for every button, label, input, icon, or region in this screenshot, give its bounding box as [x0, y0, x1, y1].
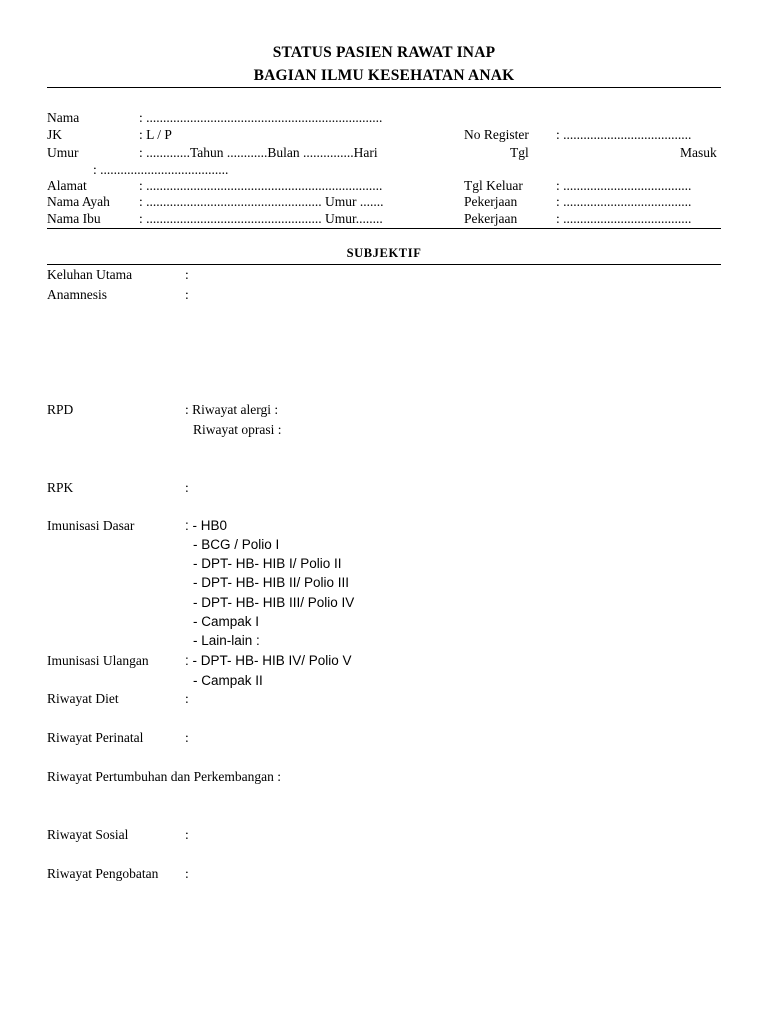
tgl-masuk-field[interactable]: : ......................................	[93, 162, 229, 177]
nama-ayah-field[interactable]: : .................................................... Umur .......	[139, 194, 384, 209]
pekerjaan-ayah-field[interactable]: : ......................................	[556, 194, 692, 209]
imunisasi-ulangan-item: : - DPT- HB- HIB IV/ Polio V	[185, 653, 352, 668]
umur-field[interactable]: : .............Tahun ............Bulan ...............Hari	[139, 145, 378, 160]
subjektif-rule	[47, 264, 721, 265]
anamnesis-colon[interactable]: :	[185, 287, 189, 302]
jk-label: JK	[47, 127, 63, 142]
imunisasi-ulangan-label: Imunisasi Ulangan	[47, 653, 149, 668]
riwayat-pengobatan-label: Riwayat Pengobatan	[47, 866, 159, 881]
nama-ibu-label: Nama Ibu	[47, 211, 101, 226]
tgl-keluar-label: Tgl Keluar	[464, 178, 523, 193]
riwayat-diet-colon[interactable]: :	[185, 691, 189, 706]
nama-ayah-label: Nama Ayah	[47, 194, 110, 209]
imunisasi-dasar-item: - BCG / Polio I	[193, 537, 280, 552]
imunisasi-ulangan-item: - Campak II	[193, 673, 263, 688]
umur-label: Umur	[47, 145, 79, 160]
form-title: STATUS PASIEN RAWAT INAP	[272, 44, 496, 61]
imunisasi-dasar-item: - DPT- HB- HIB I/ Polio II	[193, 556, 342, 571]
riwayat-oprasi-field[interactable]: Riwayat oprasi :	[193, 422, 282, 437]
nama-label: Nama	[47, 110, 80, 125]
rpk-label: RPK	[47, 480, 74, 495]
form-subtitle: BAGIAN ILMU KESEHATAN ANAK	[253, 67, 515, 84]
keluhan-utama-label: Keluhan Utama	[47, 267, 133, 282]
riwayat-perinatal-label: Riwayat Perinatal	[47, 730, 144, 745]
pekerjaan-ayah-label: Pekerjaan	[464, 194, 518, 209]
header-rule	[47, 87, 721, 88]
imunisasi-dasar-item: - DPT- HB- HIB III/ Polio IV	[193, 595, 355, 610]
imunisasi-dasar-item: - DPT- HB- HIB II/ Polio III	[193, 575, 350, 590]
pekerjaan-ibu-label: Pekerjaan	[464, 211, 518, 226]
tgl-keluar-field[interactable]: : ......................................	[556, 178, 692, 193]
riwayat-sosial-colon[interactable]: :	[185, 827, 189, 842]
rpk-colon[interactable]: :	[185, 480, 189, 495]
nama-ibu-field[interactable]: : .................................................... Umur........	[139, 211, 383, 226]
nama-field[interactable]: : ......................................................................	[139, 110, 383, 125]
subjektif-heading: SUBJEKTIF	[346, 246, 422, 260]
imunisasi-dasar-item: - Lain-lain :	[193, 633, 260, 648]
riwayat-alergi-field[interactable]: : Riwayat alergi :	[185, 402, 279, 417]
jk-field[interactable]: : L / P	[139, 127, 172, 142]
rpd-label: RPD	[47, 402, 74, 417]
imunisasi-dasar-item: - Campak I	[193, 614, 260, 629]
riwayat-sosial-label: Riwayat Sosial	[47, 827, 129, 842]
tgl-label: Tgl	[510, 145, 529, 160]
no-register-field[interactable]: : ......................................	[556, 127, 692, 142]
masuk-label: Masuk	[680, 145, 717, 160]
identity-rule	[47, 228, 721, 229]
imunisasi-dasar-item: : - HB0	[185, 518, 228, 533]
no-register-label: No Register	[464, 127, 529, 142]
imunisasi-dasar-label: Imunisasi Dasar	[47, 518, 135, 533]
alamat-label: Alamat	[47, 178, 87, 193]
riwayat-diet-label: Riwayat Diet	[47, 691, 119, 706]
pekerjaan-ibu-field[interactable]: : ......................................	[556, 211, 692, 226]
keluhan-utama-colon[interactable]: :	[185, 267, 189, 282]
alamat-field[interactable]: : ......................................................................	[139, 178, 383, 193]
riwayat-tumbuh-kembang-label: Riwayat Pertumbuhan dan Perkembangan :	[47, 769, 281, 784]
anamnesis-label: Anamnesis	[47, 287, 107, 302]
riwayat-perinatal-colon[interactable]: :	[185, 730, 189, 745]
riwayat-pengobatan-colon[interactable]: :	[185, 866, 189, 881]
